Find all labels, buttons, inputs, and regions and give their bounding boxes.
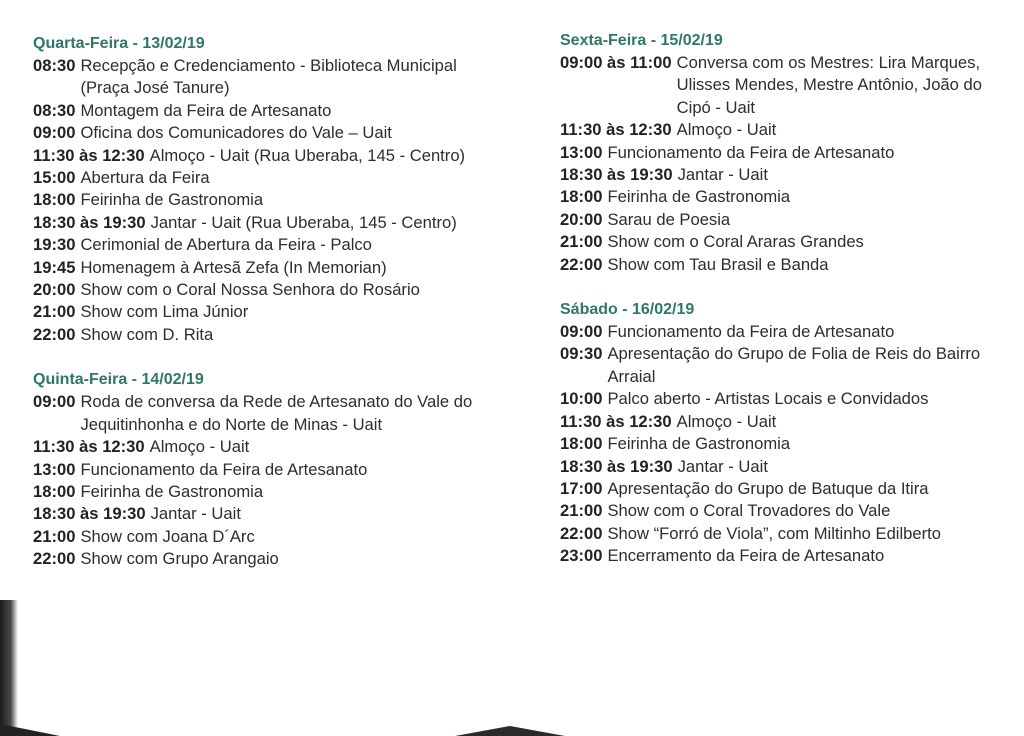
schedule-entry — [33, 503, 503, 525]
schedule-entry — [33, 526, 503, 548]
entry-time: 11:30 às 12:30 — [560, 120, 672, 140]
entry-time: 11:30 às 12:30 — [33, 437, 145, 457]
entry-time: 19:30 — [33, 235, 76, 255]
entry-description: Conversa com os Mestres: Lira Marques, Ulisses Mendes, Mestre Antônio, João do Cipó - Uait — [676, 53, 982, 117]
schedule-entry — [33, 167, 503, 189]
schedule-entry — [33, 234, 503, 256]
entry-description: Funcionamento da Feira de Artesanato — [607, 142, 895, 162]
entry-time: 19:45 — [33, 257, 76, 277]
schedule-entry — [33, 279, 503, 301]
entry-description: Feirinha de Gastronomia — [607, 187, 791, 207]
scan-shadow — [0, 600, 18, 736]
schedule-entry — [33, 436, 503, 458]
schedule-entry — [33, 257, 503, 279]
entry-time: 17:00 — [560, 478, 603, 498]
scan-shadow — [455, 726, 565, 736]
day-section — [560, 31, 1000, 276]
entry-time: 21:00 — [560, 232, 603, 252]
entry-time: 18:00 — [560, 434, 603, 454]
day-section — [33, 34, 503, 346]
entry-time: 18:00 — [33, 481, 76, 501]
entry-description: Cerimonial de Abertura da Feira - Palco — [80, 235, 372, 255]
entry-time: 22:00 — [33, 549, 76, 569]
day-section — [33, 370, 503, 570]
entry-description: Funcionamento da Feira de Artesanato — [80, 459, 368, 479]
entry-description: Montagem da Feira de Artesanato — [80, 100, 332, 120]
entry-time: 09:00 — [560, 322, 603, 342]
left-column — [33, 34, 503, 595]
schedule-entry — [560, 142, 1000, 164]
entry-time: 09:30 — [560, 344, 603, 364]
day-section — [560, 300, 1000, 567]
entry-time: 21:00 — [33, 302, 76, 322]
entry-description: Almoço - Uait — [676, 411, 777, 431]
entry-description: Jantar - Uait — [150, 504, 241, 524]
entry-description: Feirinha de Gastronomia — [80, 481, 264, 501]
schedule-entry — [33, 324, 503, 346]
right-column — [560, 31, 1000, 592]
schedule-entry — [560, 119, 1000, 141]
schedule-entry — [560, 500, 1000, 522]
entry-time: 22:00 — [560, 523, 603, 543]
entry-time: 09:00 — [33, 392, 76, 412]
entry-time: 10:00 — [560, 389, 603, 409]
entry-time: 08:30 — [33, 56, 76, 75]
entry-description: Homenagem à Artesã Zefa (In Memorian) — [80, 257, 387, 277]
entry-time: 09:00 — [33, 123, 76, 143]
schedule-entry — [33, 391, 503, 436]
entry-description: Palco aberto - Artistas Locais e Convidados — [607, 389, 929, 409]
day-title: Sexta-Feira - 15/02/19 — [560, 32, 723, 49]
entry-description: Roda de conversa da Rede de Artesanato do Vale do Jequitinhonha e do Norte de Minas - Uait — [80, 392, 473, 434]
entry-description: Apresentação do Grupo de Folia de Reis do Bairro Arraial — [607, 344, 981, 386]
entry-description: Show com Lima Júnior — [80, 302, 249, 322]
entry-time: 13:00 — [560, 142, 603, 162]
entry-time: 18:30 às 19:30 — [560, 456, 673, 476]
schedule-entry — [560, 478, 1000, 500]
entry-description: Show com Joana D´Arc — [80, 526, 255, 546]
entry-description: Funcionamento da Feira de Artesanato — [607, 322, 895, 342]
schedule-entry — [560, 231, 1000, 253]
entry-time: 22:00 — [33, 324, 76, 344]
entry-description: Show com Tau Brasil e Banda — [607, 254, 829, 274]
day-title: Sábado - 16/02/19 — [560, 301, 695, 319]
entry-description: Oficina dos Comunicadores do Vale – Uait — [80, 123, 392, 143]
entry-time: 13:00 — [33, 459, 76, 479]
schedule-entry — [560, 545, 1000, 567]
entry-time: 21:00 — [33, 526, 76, 546]
entry-description: Show “Forró de Viola”, com Miltinho Edilberto — [607, 523, 942, 543]
schedule-entry — [560, 321, 1000, 343]
schedule-entry — [560, 164, 1000, 186]
day-title: Quarta-Feira - 13/02/19 — [33, 35, 205, 52]
entry-description: Almoço - Uait — [676, 120, 777, 140]
schedule-entry — [33, 481, 503, 503]
schedule-entry — [33, 145, 503, 167]
schedule-entry — [560, 456, 1000, 478]
entry-time: 20:00 — [33, 280, 76, 300]
entry-time: 18:30 às 19:30 — [560, 165, 673, 185]
schedule-entry — [560, 388, 1000, 410]
entry-time: 18:30 às 19:30 — [33, 212, 146, 232]
entry-time: 08:30 — [33, 100, 76, 120]
schedule-entry — [33, 459, 503, 481]
schedule-entry — [33, 212, 503, 234]
schedule-entry — [33, 189, 503, 211]
entry-time: 22:00 — [560, 254, 603, 274]
entry-time: 18:00 — [33, 190, 76, 210]
entry-description: Apresentação do Grupo de Batuque da Itira — [607, 478, 929, 498]
schedule-entry — [560, 254, 1000, 276]
entry-time: 15:00 — [33, 168, 76, 188]
entry-time: 18:00 — [560, 187, 603, 207]
entry-description: Show com o Coral Araras Grandes — [607, 232, 864, 252]
entry-description: Jantar - Uait (Rua Uberaba, 145 - Centro) — [150, 212, 457, 232]
entry-description: Jantar - Uait — [677, 165, 768, 185]
entry-time: 11:30 às 12:30 — [33, 145, 145, 165]
entry-description: Show com o Coral Trovadores do Vale — [607, 501, 891, 521]
entry-description: Show com D. Rita — [80, 324, 214, 344]
schedule-entry — [560, 52, 1000, 119]
schedule-entry — [33, 122, 503, 144]
entry-description: Jantar - Uait — [677, 456, 768, 476]
schedule-entry — [33, 55, 503, 100]
schedule-entry — [560, 209, 1000, 231]
entry-time: 11:30 às 12:30 — [560, 411, 672, 431]
schedule-entry — [560, 343, 1000, 388]
schedule-entry — [560, 411, 1000, 433]
day-title: Quinta-Feira - 14/02/19 — [33, 371, 204, 389]
entry-time: 21:00 — [560, 501, 603, 521]
entry-description: Almoço - Uait (Rua Uberaba, 145 - Centro) — [149, 145, 466, 165]
entry-description: Show com Grupo Arangaio — [80, 549, 279, 569]
entry-description: Feirinha de Gastronomia — [607, 434, 791, 454]
entry-description: Feirinha de Gastronomia — [80, 190, 264, 210]
entry-time: 09:00 às 11:00 — [560, 53, 672, 72]
schedule-entry — [33, 548, 503, 570]
entry-time: 23:00 — [560, 546, 603, 566]
entry-time: 18:30 às 19:30 — [33, 504, 146, 524]
schedule-entry — [560, 186, 1000, 208]
schedule-entry — [560, 523, 1000, 545]
entry-description: Encerramento da Feira de Artesanato — [607, 546, 885, 566]
entry-description: Sarau de Poesia — [607, 209, 731, 229]
schedule-entry — [560, 433, 1000, 455]
schedule-entry — [33, 301, 503, 323]
entry-description: Show com o Coral Nossa Senhora do Rosário — [80, 280, 420, 300]
entry-description: Recepção e Credenciamento - Biblioteca Municipal (Praça José Tanure) — [80, 56, 457, 98]
entry-description: Abertura da Feira — [80, 168, 210, 188]
entry-description: Almoço - Uait — [149, 437, 250, 457]
schedule-entry — [33, 100, 503, 122]
entry-time: 20:00 — [560, 209, 603, 229]
